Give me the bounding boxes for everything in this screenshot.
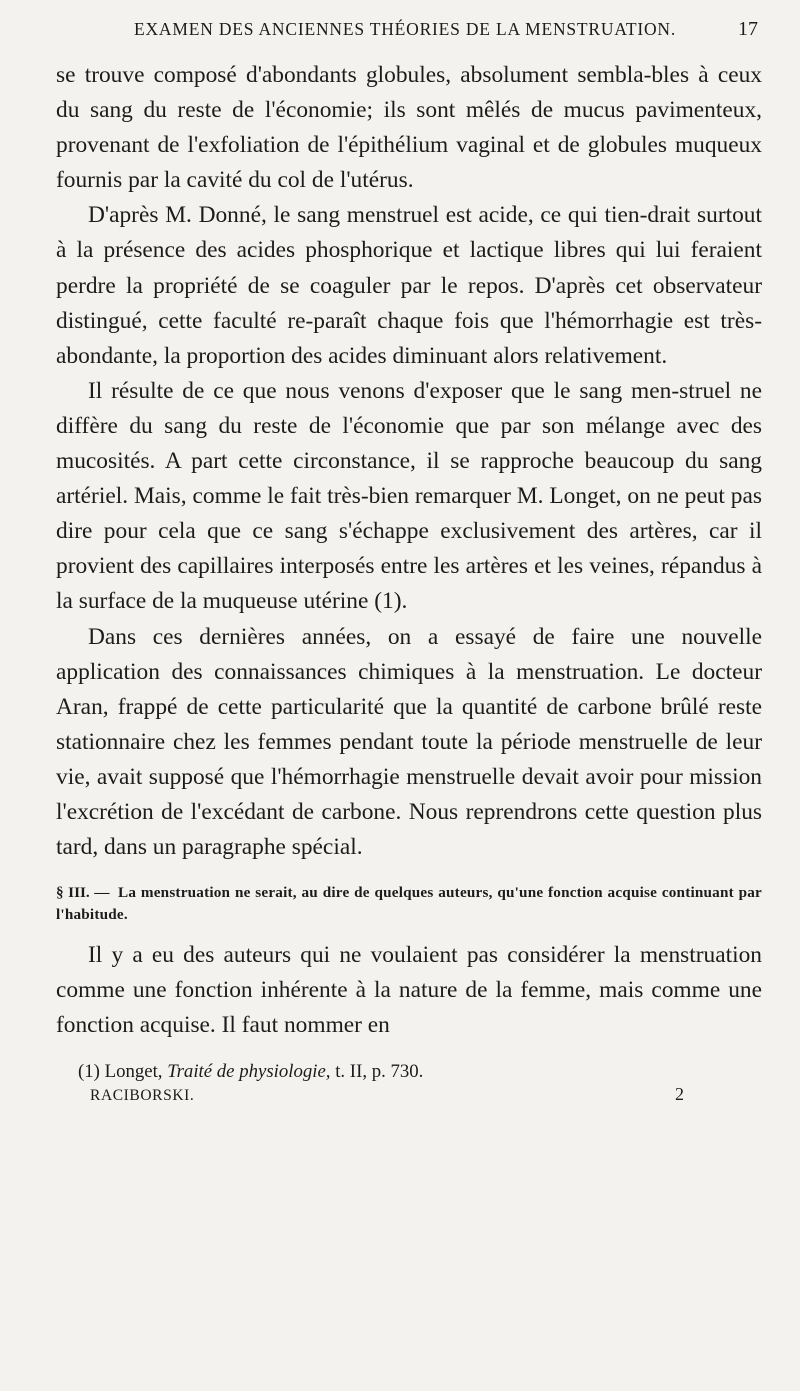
footnote-marker: (1): [78, 1061, 100, 1083]
footnote-author: Longet,: [104, 1061, 163, 1083]
running-head: [56, 18, 762, 58]
paragraph: Il y a eu des auteurs qui ne voulaient pas considérer la menstruation comme une fonction inhérente à la nature de la femme, mais comme une fonction acquise. Il faut nommer en: [56, 942, 762, 1039]
section-heading: [56, 882, 762, 926]
section-title: La menstruation ne serait, au dire de quelques auteurs, qu'une fonction acquise continuant par l'habitude.: [56, 884, 763, 924]
page-number: 17: [738, 18, 758, 40]
paragraph: Dans ces dernières années, on a essayé de faire une nouvelle application des connaissances chimiques à la menstruation. Le docteur Aran, frappé de cette particularité que la quantité de carbone brûlé reste stationnaire chez les femmes pendant toute la période menstruelle de leur vie, avait supposé que l'hémorrhagie menstruelle devait avoir pour mission l'excrétion de l'excédant de carbone. Nous reprendrons cette question plus tard, dans un paragraphe spécial.: [56, 623, 762, 861]
footnote-work: Traité de physiologie,: [167, 1061, 331, 1083]
paragraph: D'après M. Donné, le sang menstruel est acide, ce qui tien-drait surtout à la présence des acides phosphorique et lactique libres qui lui feraient perdre la propriété de se coaguler par le repos. D'après cet observateur distingué, cette faculté re-paraît chaque fois que l'hémorrhagie est très-abondante, la proportion des acides diminuant alors relativement.: [56, 202, 762, 369]
page: [56, 18, 762, 1106]
body-text: [56, 58, 762, 1043]
paragraph: Il résulte de ce que nous venons d'exposer que le sang men-struel ne diffère du sang du reste de l'économie que par son mélange avec des mucosités. A part cette circonstance, il se rapproche beaucoup du sang artériel. Mais, comme le fait très-bien remarquer M. Longet, on ne peut pas dire pour cela que ce sang s'échappe exclusivement des artères, car il provient des capillaires interposés entre les artères et les veines, répandus à la surface de la muqueuse utérine (1).: [56, 377, 762, 615]
signature-line: [56, 1084, 762, 1106]
footnote: [56, 1059, 762, 1084]
signature-mark: 2: [675, 1084, 684, 1105]
paragraph: se trouve composé d'abondants globules, absolument sembla-bles à ceux du sang du reste de l'économie; ils sont mêlés de mucus pavimenteux, provenant de l'exfoliation de l'épithélium vaginal et de globules muqueux fournis par la cavité du col de l'utérus.: [56, 62, 762, 194]
footnote-reference: t. II, p. 730.: [335, 1061, 424, 1083]
printer-signature: RACIBORSKI.: [90, 1087, 195, 1105]
section-number: § III. —: [56, 884, 110, 902]
running-title: EXAMEN DES ANCIENNES THÉORIES DE LA MENSTRUATION.: [134, 19, 676, 39]
